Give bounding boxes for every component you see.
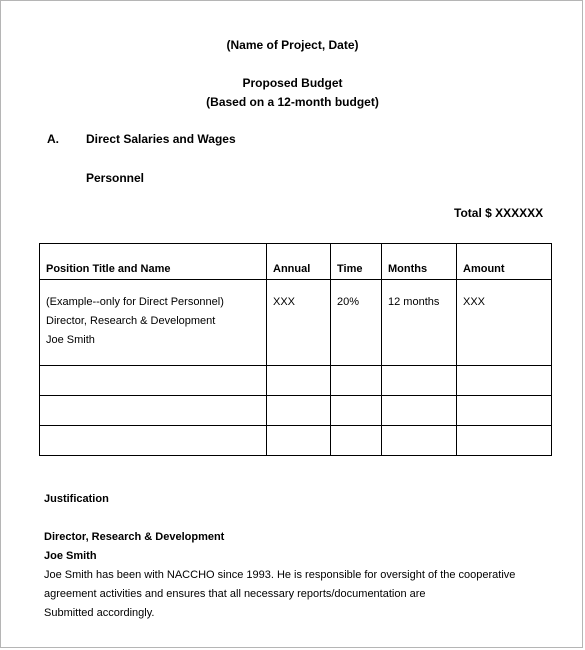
column-header: Months <box>382 244 457 280</box>
empty-cell <box>267 396 331 426</box>
time-cell: 20% <box>331 280 382 366</box>
annual-cell: XXX <box>267 280 331 366</box>
personnel-heading: Personnel <box>86 171 145 185</box>
section-title: Direct Salaries and Wages <box>86 132 236 146</box>
column-header: Time <box>331 244 382 280</box>
position-line: (Example--only for Direct Personnel) <box>46 296 224 308</box>
position-line: Director, Research & Development <box>46 315 216 327</box>
justification-body-line: Joe Smith has been with NACCHO since 1993. He is responsible for oversight of the cooperative <box>44 569 516 581</box>
empty-cell <box>457 366 552 396</box>
empty-cell <box>457 426 552 456</box>
empty-cell <box>457 396 552 426</box>
empty-cell <box>331 426 382 456</box>
table-row <box>40 280 552 366</box>
empty-cell <box>382 396 457 426</box>
empty-cell <box>267 366 331 396</box>
months-cell: 12 months <box>382 280 457 366</box>
empty-cell <box>40 366 267 396</box>
empty-cell <box>267 426 331 456</box>
justification-name: Joe Smith <box>44 550 97 562</box>
project-name-date: (Name of Project, Date) <box>226 38 359 52</box>
budget-title: Proposed Budget <box>242 76 343 90</box>
budget-table <box>39 243 552 456</box>
empty-cell <box>331 396 382 426</box>
column-header: Amount <box>457 244 552 280</box>
empty-cell <box>40 396 267 426</box>
table-row <box>40 366 552 396</box>
position-line: Joe Smith <box>46 334 95 346</box>
empty-cell <box>331 366 382 396</box>
justification-body-line: agreement activities and ensures that all necessary reports/documentation are <box>44 588 426 600</box>
total-amount: Total $ XXXXXX <box>454 206 544 220</box>
table-header-row <box>40 244 552 280</box>
column-header: Position Title and Name <box>40 244 267 280</box>
justification-heading: Justification <box>44 493 109 505</box>
table-row <box>40 426 552 456</box>
amount-cell: XXX <box>457 280 552 366</box>
justification-role: Director, Research & Development <box>44 531 225 543</box>
empty-cell <box>40 426 267 456</box>
position-cell <box>40 280 267 366</box>
table-row <box>40 396 552 426</box>
budget-subtitle: (Based on a 12-month budget) <box>206 95 379 109</box>
justification-body-line: Submitted accordingly. <box>44 607 155 619</box>
column-header: Annual <box>267 244 331 280</box>
section-letter: A. <box>47 132 59 146</box>
empty-cell <box>382 426 457 456</box>
empty-cell <box>382 366 457 396</box>
